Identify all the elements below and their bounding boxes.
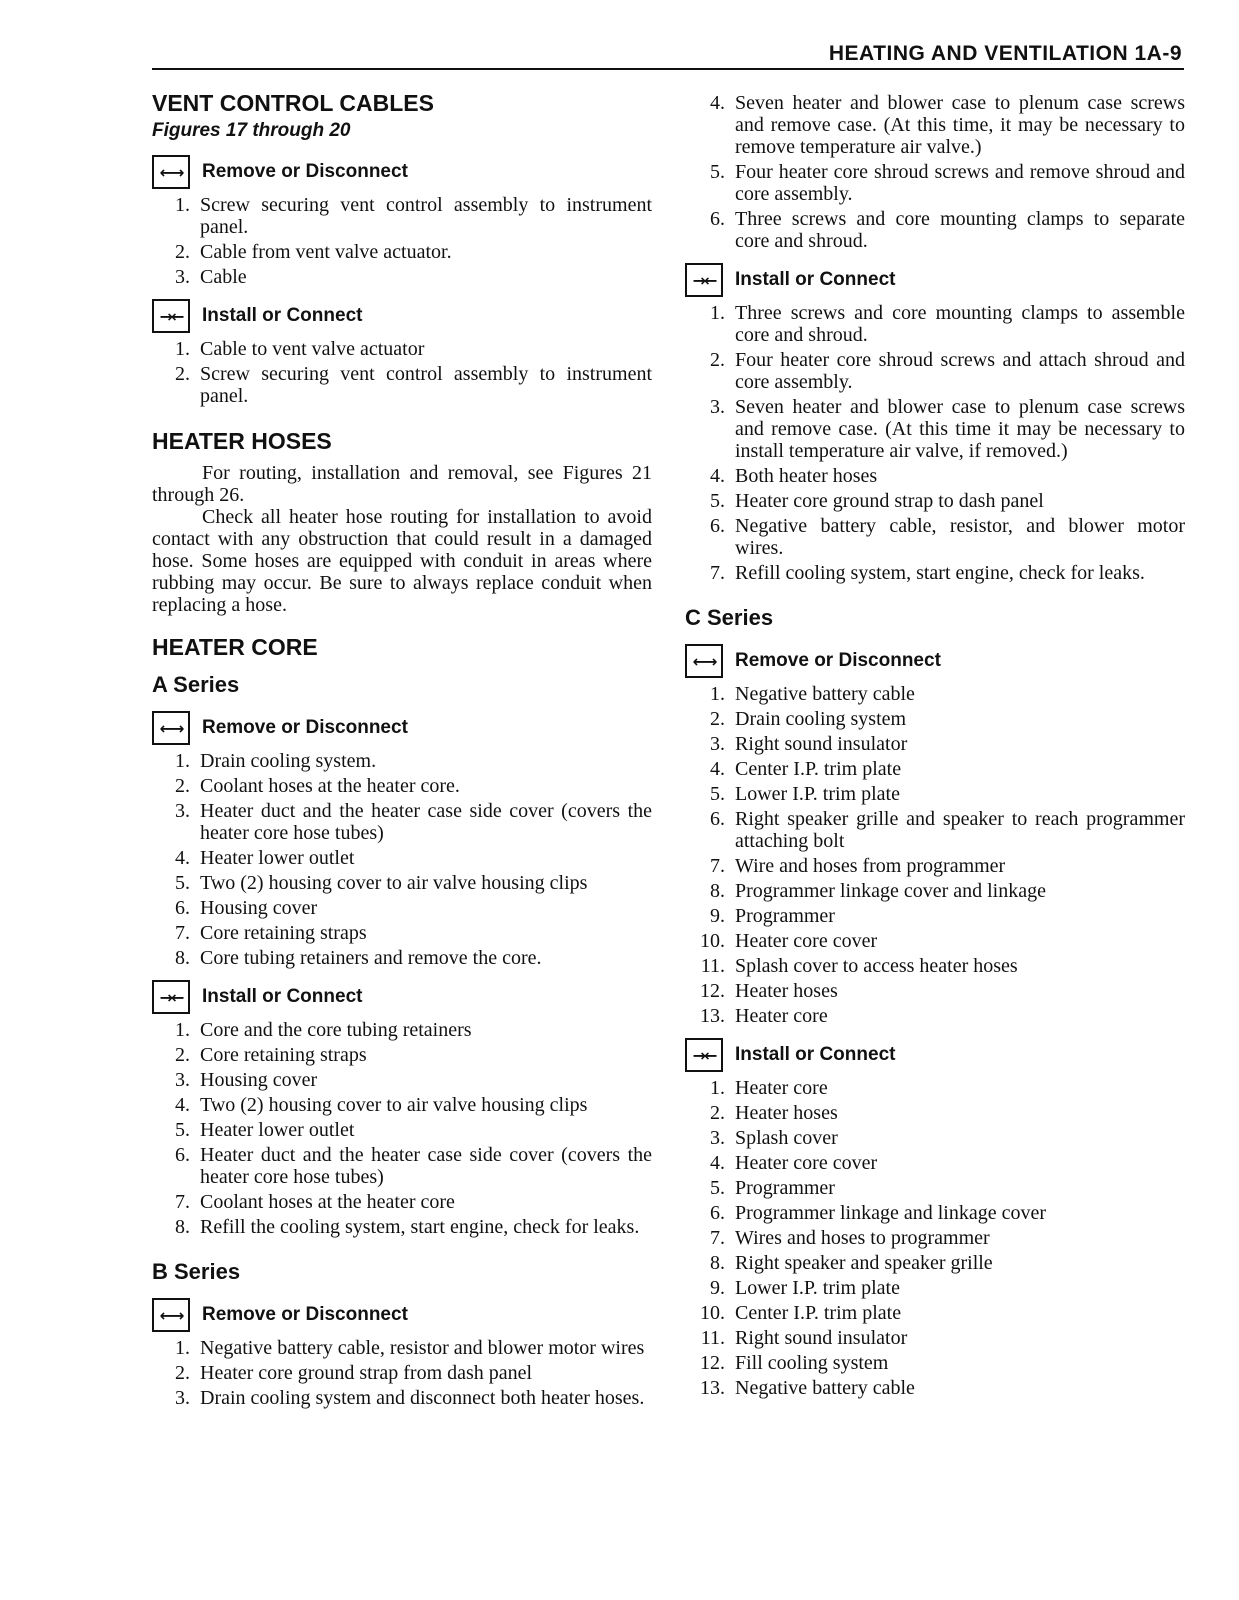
c-series-install-list: [685, 1077, 1185, 1399]
list-item: [152, 1144, 652, 1188]
figures-reference: Figures 17 through 20: [152, 120, 351, 141]
list-item: [685, 708, 1185, 730]
list-item-number: 8.: [710, 1252, 725, 1274]
list-item-number: 3.: [175, 1069, 190, 1091]
list-item: [152, 872, 652, 894]
list-item: [685, 490, 1185, 512]
list-item: [152, 1362, 652, 1384]
list-item: [685, 880, 1185, 902]
list-item-number: 3.: [175, 800, 190, 822]
section-title-heater-core: HEATER CORE: [152, 634, 318, 660]
list-item-text: Heater core: [735, 1077, 828, 1099]
install-arrows-icon: →←: [152, 980, 190, 1014]
list-item-number: 8.: [175, 1216, 190, 1238]
list-item-text: Two (2) housing cover to air valve housing clips: [200, 872, 588, 894]
list-item: [152, 775, 652, 797]
list-item: [685, 302, 1185, 346]
list-item-number: 13.: [700, 1377, 725, 1399]
remove-arrows-icon: ←→: [152, 1298, 190, 1332]
list-item: [685, 1005, 1185, 1027]
list-item-number: 3.: [710, 733, 725, 755]
list-item-text: Programmer: [735, 905, 835, 927]
install-label: Install or Connect: [202, 305, 363, 326]
list-item: [152, 897, 652, 919]
list-item-number: 8.: [175, 947, 190, 969]
list-item-number: 7.: [710, 562, 725, 584]
list-item-text: Right speaker grille and speaker to reach programmer attaching bolt: [735, 808, 1185, 852]
list-item-text: Core and the core tubing retainers: [200, 1019, 472, 1041]
list-item-number: 11.: [700, 955, 725, 977]
list-item: [152, 1191, 652, 1213]
list-item-text: Core retaining straps: [200, 922, 367, 944]
remove-label: Remove or Disconnect: [202, 161, 408, 182]
list-item: [152, 1337, 652, 1359]
list-item-number: 3.: [710, 396, 725, 418]
list-item-text: Heater lower outlet: [200, 847, 355, 869]
list-item: [685, 396, 1185, 462]
list-item: [685, 1177, 1185, 1199]
section-title-heater-hoses: HEATER HOSES: [152, 428, 332, 454]
list-item-number: 6.: [710, 208, 725, 230]
list-item-number: 4.: [710, 1152, 725, 1174]
list-item-text: Drain cooling system: [735, 708, 907, 730]
list-item: [685, 562, 1185, 584]
list-item: [685, 905, 1185, 927]
list-item-number: 2.: [710, 1102, 725, 1124]
list-item-text: Seven heater and blower case to plenum case screws and remove case. (At this time, it may be necessary to remove temperature air valve.): [735, 92, 1185, 158]
list-item-text: Cable: [200, 266, 247, 288]
list-item-number: 6.: [710, 808, 725, 830]
list-item: [152, 1044, 652, 1066]
remove-label: Remove or Disconnect: [202, 1304, 408, 1325]
list-item: [685, 1327, 1185, 1349]
list-item: [685, 1227, 1185, 1249]
list-item: [685, 758, 1185, 780]
list-item-text: Programmer linkage and linkage cover: [735, 1202, 1046, 1224]
list-item-text: Both heater hoses: [735, 465, 878, 487]
list-item-number: 1.: [175, 338, 190, 360]
list-item-number: 5.: [175, 872, 190, 894]
list-item-number: 12.: [700, 1352, 725, 1374]
list-item: [685, 1252, 1185, 1274]
list-item-text: Heater hoses: [735, 1102, 838, 1124]
list-item: [685, 733, 1185, 755]
list-item: [152, 241, 652, 263]
list-item-number: 5.: [710, 161, 725, 183]
install-arrows-icon: →←: [152, 299, 190, 333]
list-item: [152, 338, 652, 360]
list-item: [152, 800, 652, 844]
list-item-number: 7.: [710, 1227, 725, 1249]
list-item: [152, 750, 652, 772]
list-item-text: Coolant hoses at the heater core: [200, 1191, 455, 1213]
list-item-text: Wires and hoses to programmer: [735, 1227, 990, 1249]
remove-arrows-icon: ←→: [152, 155, 190, 189]
install-label: Install or Connect: [202, 986, 363, 1007]
list-item-number: 1.: [710, 683, 725, 705]
list-item-number: 2.: [175, 363, 190, 385]
install-heading: [152, 979, 652, 1015]
list-item-text: Right sound insulator: [735, 1327, 908, 1349]
list-item-number: 12.: [700, 980, 725, 1002]
paragraph: For routing, installation and removal, see Figures 21 through 26.: [152, 462, 652, 506]
list-item: [685, 1077, 1185, 1099]
list-item-number: 2.: [710, 349, 725, 371]
list-item: [685, 855, 1185, 877]
list-item-text: Negative battery cable: [735, 683, 915, 705]
list-item-number: 10.: [700, 930, 725, 952]
list-item-text: Refill the cooling system, start engine, check for leaks.: [200, 1216, 640, 1238]
list-item: [685, 1152, 1185, 1174]
install-heading: [685, 262, 1185, 298]
list-item-text: Wire and hoses from programmer: [735, 855, 1006, 877]
list-item-text: Heater hoses: [735, 980, 838, 1002]
list-item: [685, 1202, 1185, 1224]
list-item-text: Heater core cover: [735, 1152, 878, 1174]
b-series-remove-list-continued: [685, 92, 1185, 252]
page-header: [152, 40, 1184, 70]
install-label: Install or Connect: [735, 1044, 896, 1065]
list-item-number: 5.: [175, 1119, 190, 1141]
section-title-vent-control-cables: VENT CONTROL CABLES: [152, 90, 434, 116]
vent-install-list: [152, 338, 652, 407]
list-item-number: 4.: [710, 92, 725, 114]
list-item: [152, 266, 652, 288]
list-item-text: Heater duct and the heater case side cover (covers the heater core hose tubes): [200, 800, 652, 844]
list-item-text: Lower I.P. trim plate: [735, 783, 900, 805]
list-item-number: 6.: [175, 1144, 190, 1166]
list-item-text: Seven heater and blower case to plenum case screws and remove case. (At this time it may be necessary to install temperature air valve, if removed.): [735, 396, 1185, 462]
list-item-number: 6.: [710, 1202, 725, 1224]
subsection-title-b-series: B Series: [152, 1259, 241, 1284]
list-item: [685, 349, 1185, 393]
remove-heading: [152, 710, 652, 746]
remove-label: Remove or Disconnect: [735, 650, 941, 671]
subsection-title-a-series: A Series: [152, 672, 240, 697]
list-item-number: 13.: [700, 1005, 725, 1027]
list-item-text: Drain cooling system and disconnect both heater hoses.: [200, 1387, 645, 1409]
list-item: [685, 1277, 1185, 1299]
remove-heading: [152, 1297, 652, 1333]
subsection-title-c-series: C Series: [685, 605, 774, 630]
list-item-text: Programmer: [735, 1177, 835, 1199]
remove-heading: [685, 643, 1185, 679]
list-item: [685, 1352, 1185, 1374]
list-item: [685, 1102, 1185, 1124]
list-item-text: Heater core: [735, 1005, 828, 1027]
list-item-number: 6.: [175, 897, 190, 919]
list-item: [685, 515, 1185, 559]
list-item-text: Two (2) housing cover to air valve housing clips: [200, 1094, 588, 1116]
list-item-text: Cable to vent valve actuator: [200, 338, 425, 360]
list-item-text: Four heater core shroud screws and remove shroud and core assembly.: [735, 161, 1185, 205]
install-arrows-icon: →←: [685, 263, 723, 297]
remove-arrows-icon: ←→: [152, 711, 190, 745]
list-item-number: 3.: [710, 1127, 725, 1149]
list-item-text: Heater core ground strap from dash panel: [200, 1362, 533, 1384]
install-heading: [685, 1037, 1185, 1073]
list-item-number: 2.: [175, 1044, 190, 1066]
list-item-number: 4.: [175, 1094, 190, 1116]
list-item-number: 11.: [700, 1327, 725, 1349]
list-item-number: 1.: [175, 1019, 190, 1041]
list-item-number: 6.: [710, 515, 725, 537]
list-item-number: 2.: [175, 1362, 190, 1384]
list-item-number: 3.: [175, 1387, 190, 1409]
list-item-text: Housing cover: [200, 1069, 318, 1091]
install-arrows-icon: →←: [685, 1038, 723, 1072]
list-item: [152, 1216, 652, 1238]
list-item-number: 4.: [710, 758, 725, 780]
list-item: [152, 947, 652, 969]
list-item-text: Right speaker and speaker grille: [735, 1252, 993, 1274]
list-item-number: 9.: [710, 1277, 725, 1299]
list-item-number: 1.: [710, 1077, 725, 1099]
list-item: [685, 955, 1185, 977]
list-item-text: Negative battery cable, resistor and blower motor wires: [200, 1337, 645, 1359]
list-item-number: 7.: [710, 855, 725, 877]
list-item-number: 2.: [710, 708, 725, 730]
list-item: [152, 1019, 652, 1041]
remove-heading: [152, 154, 652, 190]
vent-remove-list: [152, 194, 652, 288]
list-item-text: Three screws and core mounting clamps to separate core and shroud.: [735, 208, 1185, 252]
list-item: [685, 930, 1185, 952]
list-item-number: 1.: [175, 1337, 190, 1359]
list-item: [685, 1302, 1185, 1324]
list-item-number: 7.: [175, 1191, 190, 1213]
right-column: [685, 92, 1185, 1402]
list-item-number: 1.: [175, 750, 190, 772]
list-item-number: 2.: [175, 775, 190, 797]
list-item-number: 4.: [175, 847, 190, 869]
list-item-number: 8.: [710, 880, 725, 902]
left-column: [152, 88, 652, 1412]
list-item: [685, 1377, 1185, 1399]
list-item-number: 5.: [710, 490, 725, 512]
list-item-text: Three screws and core mounting clamps to assemble core and shroud.: [735, 302, 1185, 346]
list-item: [685, 1127, 1185, 1149]
list-item-number: 3.: [175, 266, 190, 288]
list-item: [152, 847, 652, 869]
list-item: [685, 808, 1185, 852]
list-item: [152, 1387, 652, 1409]
list-item-text: Four heater core shroud screws and attach shroud and core assembly.: [735, 349, 1185, 393]
list-item-text: Heater core ground strap to dash panel: [735, 490, 1044, 512]
list-item: [685, 161, 1185, 205]
list-item: [685, 980, 1185, 1002]
list-item-text: Negative battery cable, resistor, and blower motor wires.: [735, 515, 1185, 559]
remove-arrows-icon: ←→: [685, 644, 723, 678]
a-series-remove-list: [152, 750, 652, 969]
b-series-install-list: [685, 302, 1185, 584]
list-item-text: Right sound insulator: [735, 733, 908, 755]
list-item-text: Screw securing vent control assembly to instrument panel.: [200, 363, 652, 407]
list-item-text: Fill cooling system: [735, 1352, 889, 1374]
list-item-text: Splash cover: [735, 1127, 838, 1149]
a-series-install-list: [152, 1019, 652, 1238]
list-item-number: 5.: [710, 1177, 725, 1199]
c-series-remove-list: [685, 683, 1185, 1027]
list-item: [152, 363, 652, 407]
list-item-text: Cable from vent valve actuator.: [200, 241, 452, 263]
list-item-text: Splash cover to access heater hoses: [735, 955, 1018, 977]
list-item: [152, 1094, 652, 1116]
list-item: [152, 1069, 652, 1091]
list-item-text: Core tubing retainers and remove the core.: [200, 947, 542, 969]
list-item-text: Lower I.P. trim plate: [735, 1277, 900, 1299]
list-item: [152, 1119, 652, 1141]
list-item-text: Programmer linkage cover and linkage: [735, 880, 1046, 902]
list-item: [685, 465, 1185, 487]
list-item-text: Screw securing vent control assembly to instrument panel.: [200, 194, 652, 238]
list-item-number: 4.: [710, 465, 725, 487]
remove-label: Remove or Disconnect: [202, 717, 408, 738]
list-item-number: 7.: [175, 922, 190, 944]
list-item-text: Center I.P. trim plate: [735, 1302, 902, 1324]
list-item-text: Coolant hoses at the heater core.: [200, 775, 460, 797]
list-item-text: Heater duct and the heater case side cover (covers the heater core hose tubes): [200, 1144, 652, 1188]
list-item: [152, 194, 652, 238]
list-item-text: Core retaining straps: [200, 1044, 367, 1066]
list-item-text: Heater core cover: [735, 930, 878, 952]
list-item: [685, 208, 1185, 252]
b-series-remove-list: [152, 1337, 652, 1409]
list-item-text: Center I.P. trim plate: [735, 758, 902, 780]
list-item-number: 10.: [700, 1302, 725, 1324]
list-item-text: Drain cooling system.: [200, 750, 377, 772]
list-item-number: 1.: [710, 302, 725, 324]
list-item: [685, 783, 1185, 805]
list-item-number: 1.: [175, 194, 190, 216]
list-item-number: 5.: [710, 783, 725, 805]
paragraph: Check all heater hose routing for installation to avoid contact with any obstruction that could result in a damaged hose. Some hoses are equipped with conduit in areas where rubbing may occur. Be sure to always replace conduit when replacing a hose.: [152, 506, 652, 616]
list-item-text: Negative battery cable: [735, 1377, 915, 1399]
install-label: Install or Connect: [735, 269, 896, 290]
list-item: [152, 922, 652, 944]
list-item-text: Housing cover: [200, 897, 318, 919]
list-item: [685, 683, 1185, 705]
list-item-text: Refill cooling system, start engine, check for leaks.: [735, 562, 1145, 584]
list-item-text: Heater lower outlet: [200, 1119, 355, 1141]
list-item-number: 9.: [710, 905, 725, 927]
list-item: [685, 92, 1185, 158]
page-header-title: HEATING AND VENTILATION 1A-9: [828, 42, 1182, 65]
list-item-number: 2.: [175, 241, 190, 263]
install-heading: [152, 298, 652, 334]
